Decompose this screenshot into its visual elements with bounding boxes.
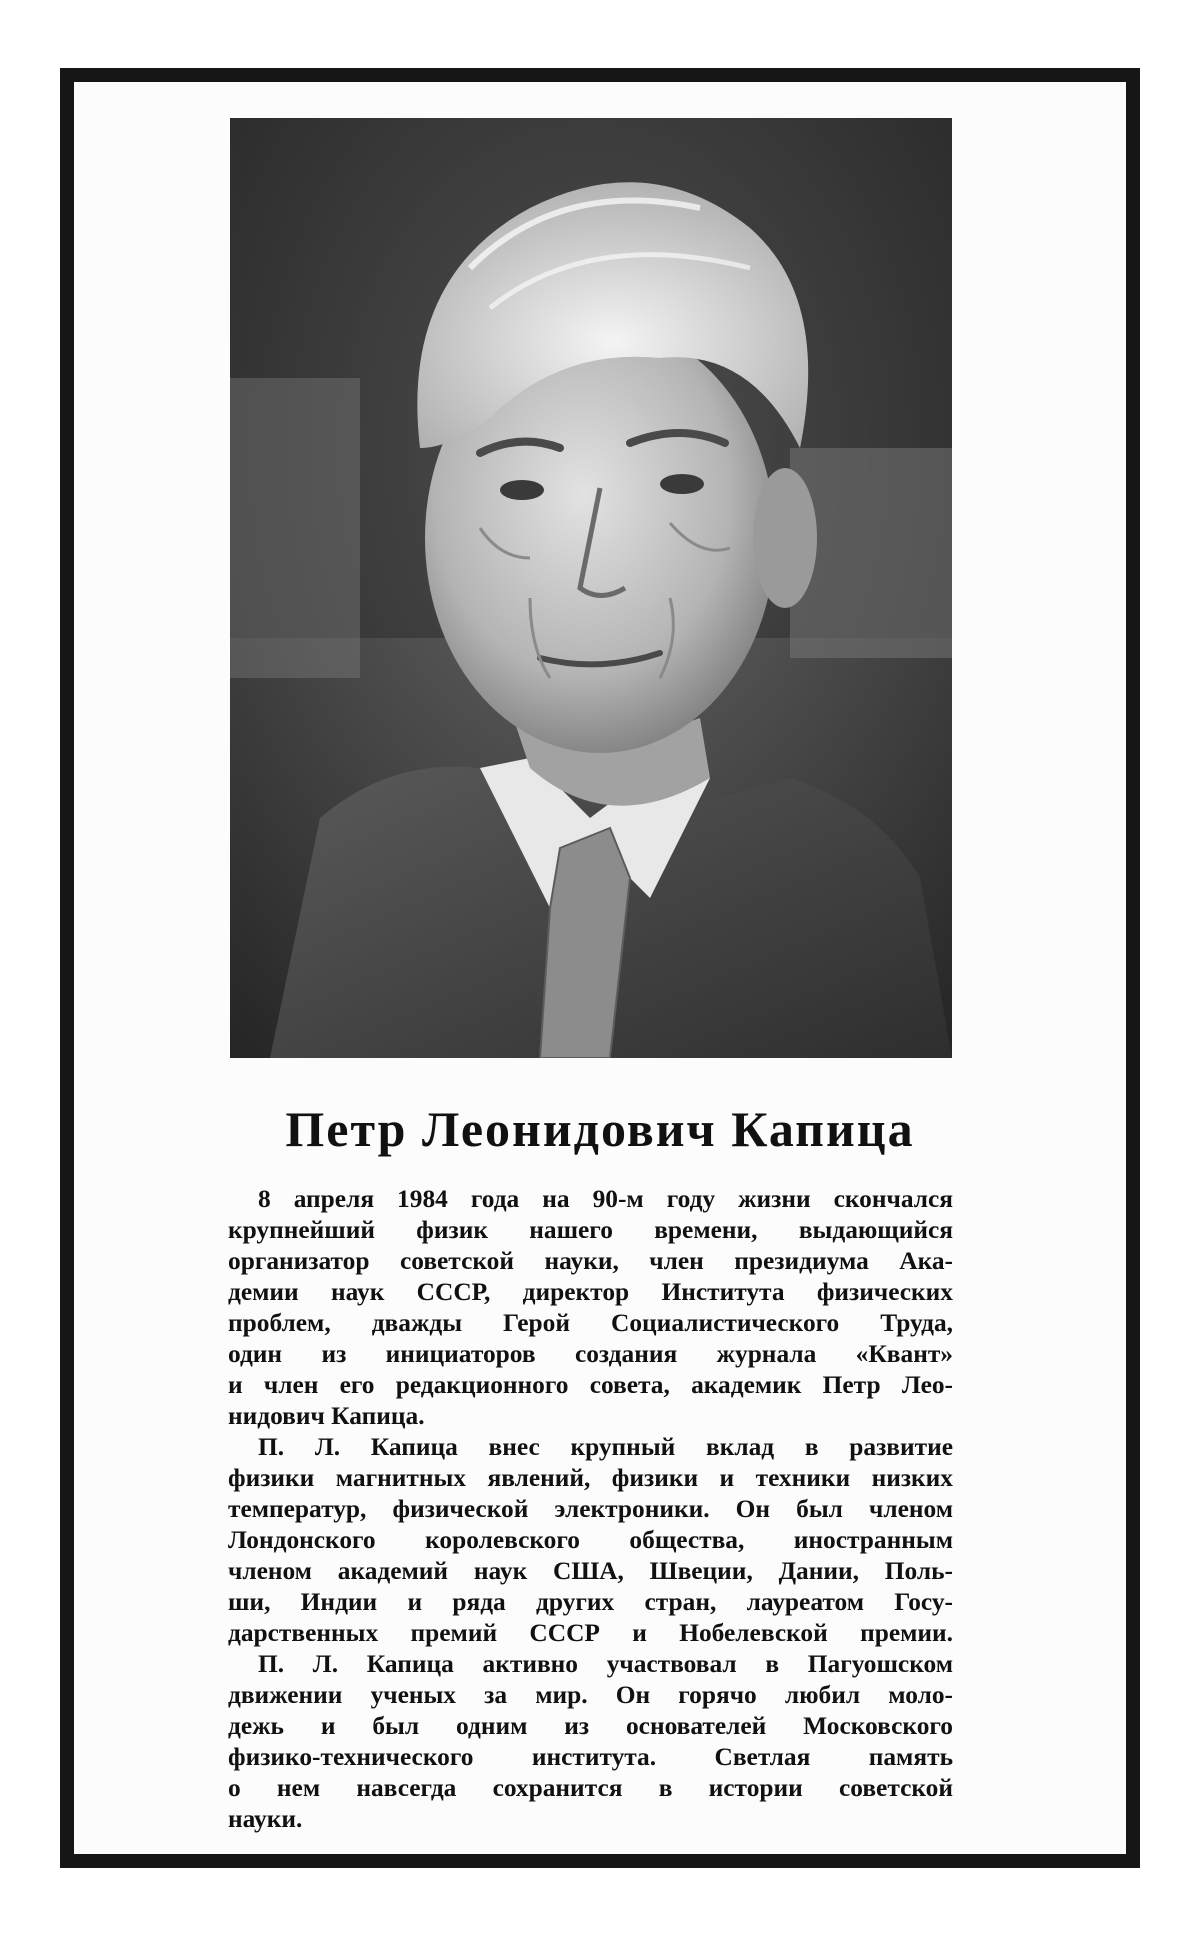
text-line: организатор советской науки, член президиума Ака-: [228, 1247, 953, 1275]
text-line: температур, физической электроники. Он был членом: [228, 1495, 953, 1523]
text-line: П. Л. Капица внес крупный вклад в развитие: [258, 1433, 953, 1461]
text-line: и член его редакционного совета, академик Петр Лео-: [228, 1371, 953, 1399]
text-line: нидович Капица.: [228, 1402, 425, 1430]
text-line: один из инициаторов создания журнала «Квант»: [228, 1340, 953, 1368]
text-line: ши, Индии и ряда других стран, лауреатом Госу-: [228, 1588, 953, 1616]
paragraph-2: [228, 1432, 953, 1649]
text-line: 8 апреля 1984 года на 90-м году жизни скончался: [258, 1185, 953, 1213]
text-line: физико-технического института. Светлая память: [228, 1743, 953, 1771]
text-line: крупнейший физик нашего времени, выдающийся: [228, 1216, 953, 1244]
text-line: дарственных премий СССР и Нобелевской премии.: [228, 1619, 953, 1647]
text-line: проблем, дважды Герой Социалистического Труда,: [228, 1309, 953, 1337]
text-line: демии наук СССР, директор Института физических: [228, 1278, 953, 1306]
portrait-photo: [230, 118, 952, 1058]
text-line: П. Л. Капица активно участвовал в Пагуошском: [258, 1650, 953, 1678]
paragraph-1: [228, 1184, 953, 1432]
paragraph-3: [228, 1649, 953, 1835]
obituary-text: [228, 1184, 953, 1835]
page-title: Петр Леонидович Капица: [285, 1101, 915, 1157]
text-line: членом академий наук США, Швеции, Дании, Поль-: [228, 1557, 953, 1585]
text-line: движении ученых за мир. Он горячо любил моло-: [228, 1681, 953, 1709]
text-line: о нем навсегда сохранится в истории советской: [228, 1774, 953, 1802]
text-line: Лондонского королевского общества, иностранным: [228, 1526, 953, 1554]
text-line: физики магнитных явлений, физики и техники низких: [228, 1464, 953, 1492]
text-line: науки.: [228, 1805, 303, 1833]
text-line: дежь и был одним из основателей Московского: [228, 1712, 953, 1740]
